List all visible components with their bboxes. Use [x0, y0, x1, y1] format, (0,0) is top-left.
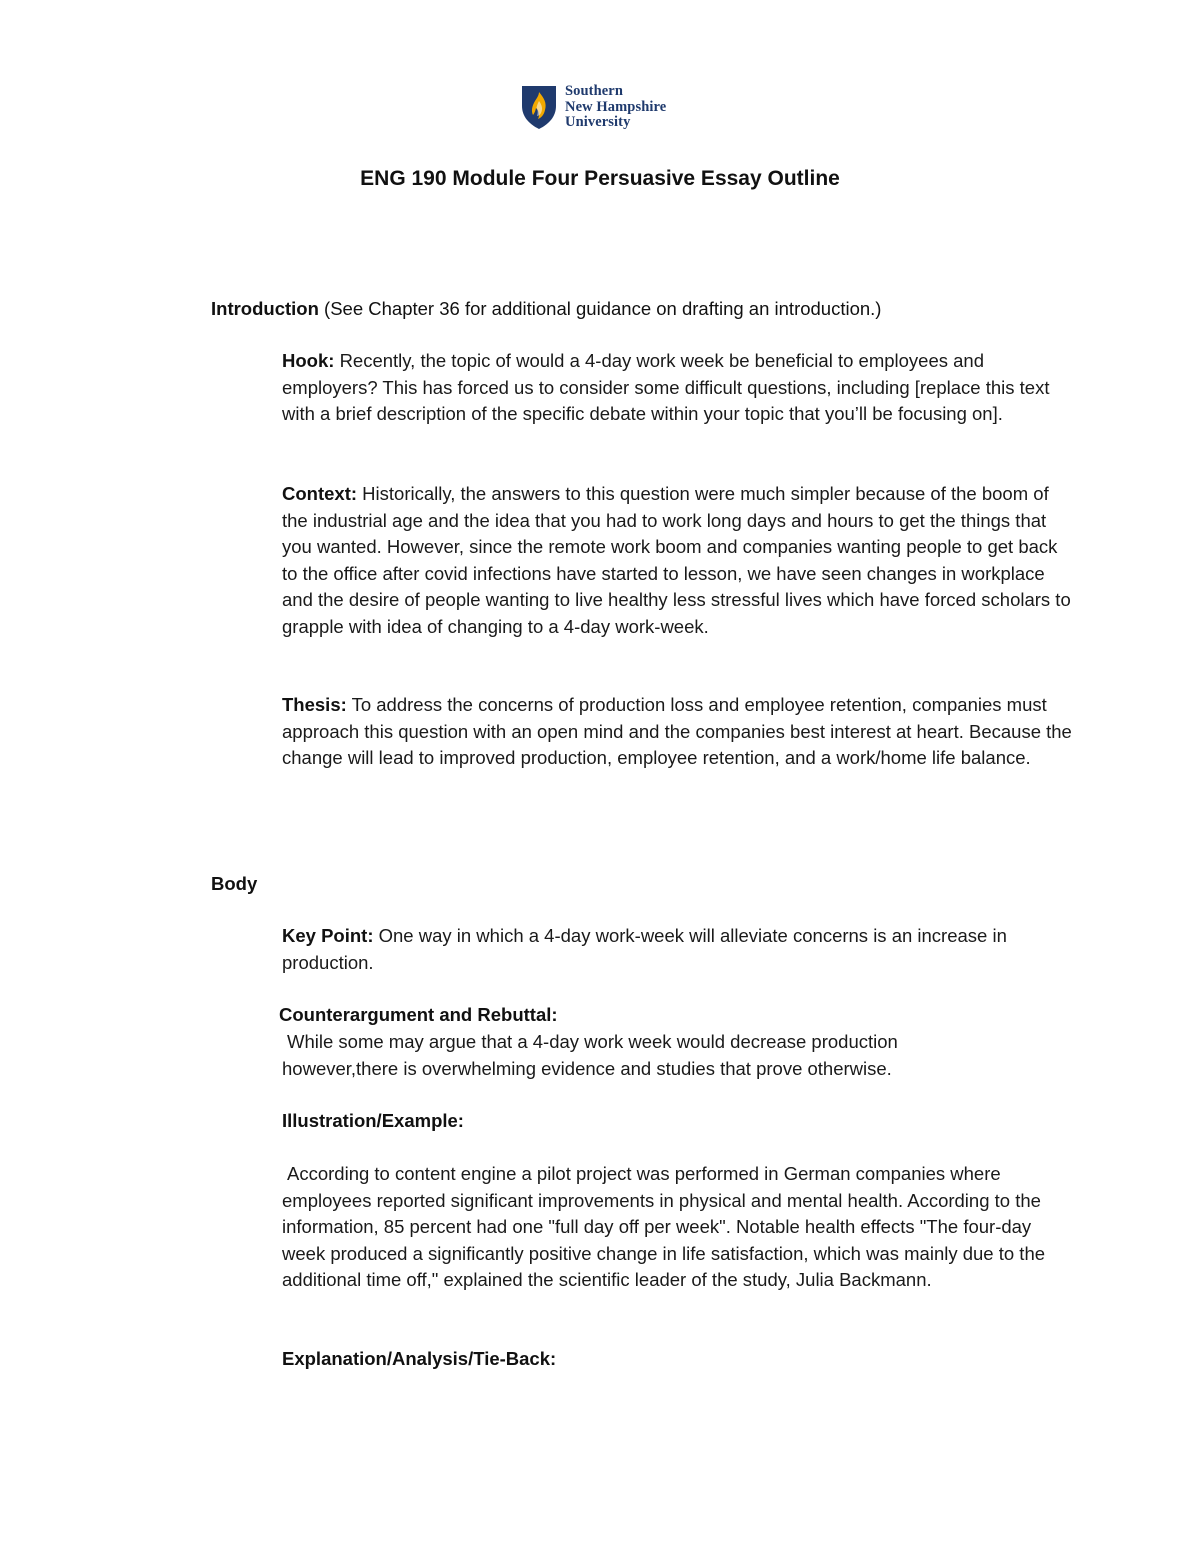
- logo-line-1: Southern: [565, 83, 624, 99]
- thesis-paragraph: [282, 692, 1072, 772]
- explanation-label: Explanation/Analysis/Tie-Back:: [282, 1348, 557, 1369]
- hook-text: Recently, the topic of would a 4-day work week be beneficial to employees and employers? This has forced us to consider some difficult questions, including [replace this text with a brief description of the specific debate within your topic that you’ll be focusing on].: [282, 350, 1050, 424]
- thesis-label: Thesis:: [282, 694, 347, 715]
- introduction-heading-line: [211, 296, 881, 323]
- logo-line-2: New Hampshire: [565, 98, 667, 115]
- body-heading: Body: [211, 873, 258, 894]
- counterargument-paragraph: [282, 1029, 982, 1082]
- context-label: Context:: [282, 483, 358, 504]
- university-logo: [521, 84, 666, 131]
- illustration-label-line: [282, 1108, 1072, 1135]
- document-title: ENG 190 Module Four Persuasive Essay Outline: [360, 167, 840, 190]
- counterargument-label: Counterargument and Rebuttal:: [279, 1004, 558, 1025]
- counterargument-text: While some may argue that a 4-day work week would decrease production however,there is overwhelming evidence and studies that prove otherwise.: [282, 1031, 898, 1079]
- logo-line-3: University: [565, 114, 631, 130]
- illustration-paragraph: [282, 1161, 1072, 1294]
- university-name: [565, 84, 666, 131]
- illustration-label: Illustration/Example:: [282, 1110, 464, 1131]
- thesis-text: To address the concerns of production loss and employee retention, companies must approach this question with an open mind and the companies best interest at heart. Because the change will lead to improved production, employee retention, and a work/home life balance.: [282, 694, 1072, 768]
- body-heading-line: [211, 871, 257, 898]
- explanation-label-line: [282, 1346, 1072, 1373]
- hook-label: Hook:: [282, 350, 335, 371]
- shield-flame-icon: [521, 84, 557, 130]
- introduction-note: (See Chapter 36 for additional guidance on drafting an introduction.): [324, 298, 882, 319]
- key-point-paragraph: [282, 923, 1072, 976]
- illustration-text: According to content engine a pilot project was performed in German companies where employees reported significant improvements in physical and mental health. According to the information, 85 percent had one "full day off per week". Notable health effects "The four-day week produced a significantly positive change in life satisfaction, which was mainly due to the additional time off," explained the scientific leader of the study, Julia Backmann.: [282, 1163, 1046, 1290]
- hook-paragraph: [282, 348, 1072, 428]
- key-point-label: Key Point:: [282, 925, 374, 946]
- context-paragraph: [282, 481, 1072, 640]
- introduction-heading: Introduction: [211, 298, 319, 319]
- counterargument-label-line: [279, 1002, 1069, 1029]
- context-text: Historically, the answers to this question were much simpler because of the boom of the industrial age and the idea that you had to work long days and hours to get the things that you wanted. However, since the remote work boom and companies wanting people to get back to the office after covid infections have started to lesson, we have seen changes in workplace and the desire of people wanting to live healthy less stressful lives which have forced scholars to grapple with idea of changing to a 4-day work-week.: [282, 483, 1071, 637]
- key-point-text: One way in which a 4-day work-week will alleviate concerns is an increase in production.: [282, 925, 1007, 973]
